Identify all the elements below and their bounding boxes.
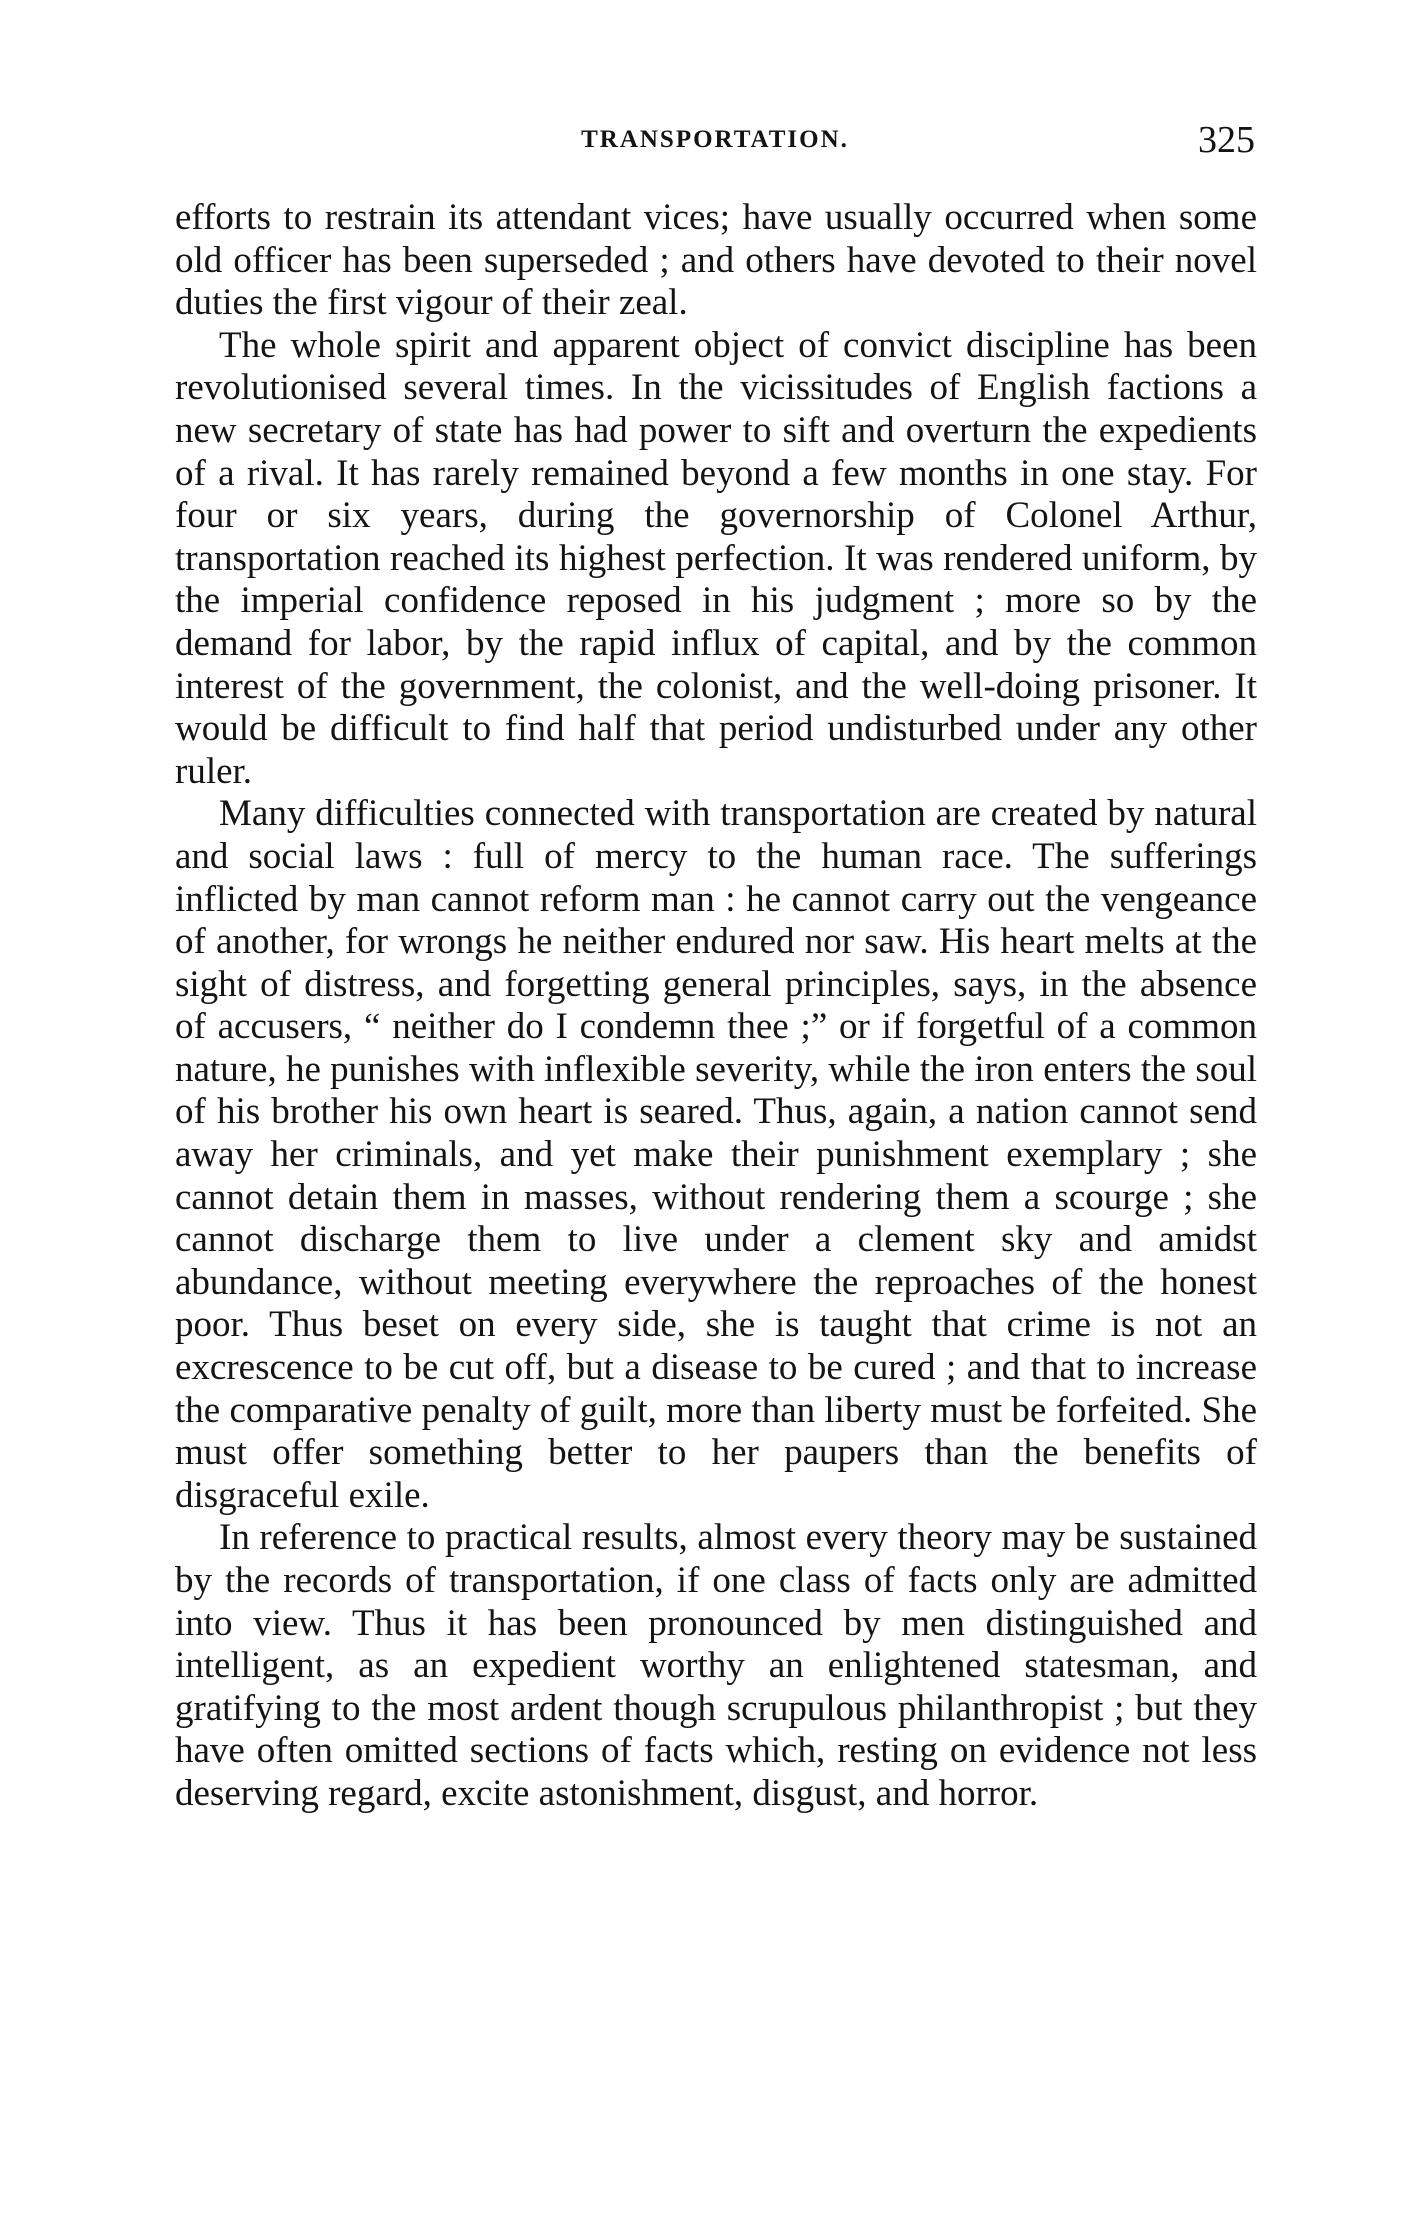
paragraph: The whole spirit and apparent object of convict discipline has been revolutionised several times. In the vicissitudes of English factions a new secretary of state has had power to sift and overturn the expedients of a rival. It has rarely remained beyond a few months in one stay. For four or six years, during the governorship of Colonel Arthur, transportation reached its highest perfection. It was rendered uniform, by the imperial confidence reposed in his judgment ; more so by the demand for labor, by the rapid influx of capital, and by the common interest of the government, the colonist, and the well-doing prisoner. It would be difficult to find half that period undisturbed under any other ruler. — [175, 324, 1257, 792]
paragraph-continued: efforts to restrain its attendant vices; have usually occurred when some old officer has been superseded ; and others have devoted to their novel duties the first vigour of their zeal. — [175, 197, 1257, 324]
page-number: 325 — [1198, 119, 1255, 161]
running-title: TRANSPORTATION. — [581, 126, 849, 153]
paragraph: Many difficulties connected with transportation are created by natural and social laws : full of mercy to the human race. The sufferings inflicted by man cannot reform man : he cannot carry out the vengeance of another, for wrongs he neither endured nor saw. His heart melts at the sight of distress, and forgetting general principles, says, in the absence of accusers, “ neither do I condemn thee ;” or if forgetful of a common nature, he punishes with inflexible severity, while the iron enters the soul of his brother his own heart is seared. Thus, again, a nation cannot send away her criminals, and yet make their punishment exemplary ; she cannot detain them in masses, without rendering them a scourge ; she cannot discharge them to live under a clement sky and amidst abundance, without meeting everywhere the reproaches of the honest poor. Thus beset on every side, she is taught that crime is not an excrescence to be cut off, but a disease to be cured ; and that to increase the comparative penalty of guilt, more than liberty must be forfeited. She must offer something better to her paupers than the benefits of disgraceful exile. — [175, 793, 1257, 1516]
running-header — [175, 120, 1255, 170]
body-text — [175, 197, 1257, 1816]
paragraph: In reference to practical results, almost every theory may be sustained by the records of transportation, if one class of facts only are admitted into view. Thus it has been pronounced by men distinguished and intelligent, as an expedient worthy an enlightened statesman, and gratifying to the most ardent though scrupulous philanthropist ; but they have often omitted sections of facts which, resting on evidence not less deserving regard, excite astonishment, disgust, and horror. — [175, 1517, 1257, 1814]
